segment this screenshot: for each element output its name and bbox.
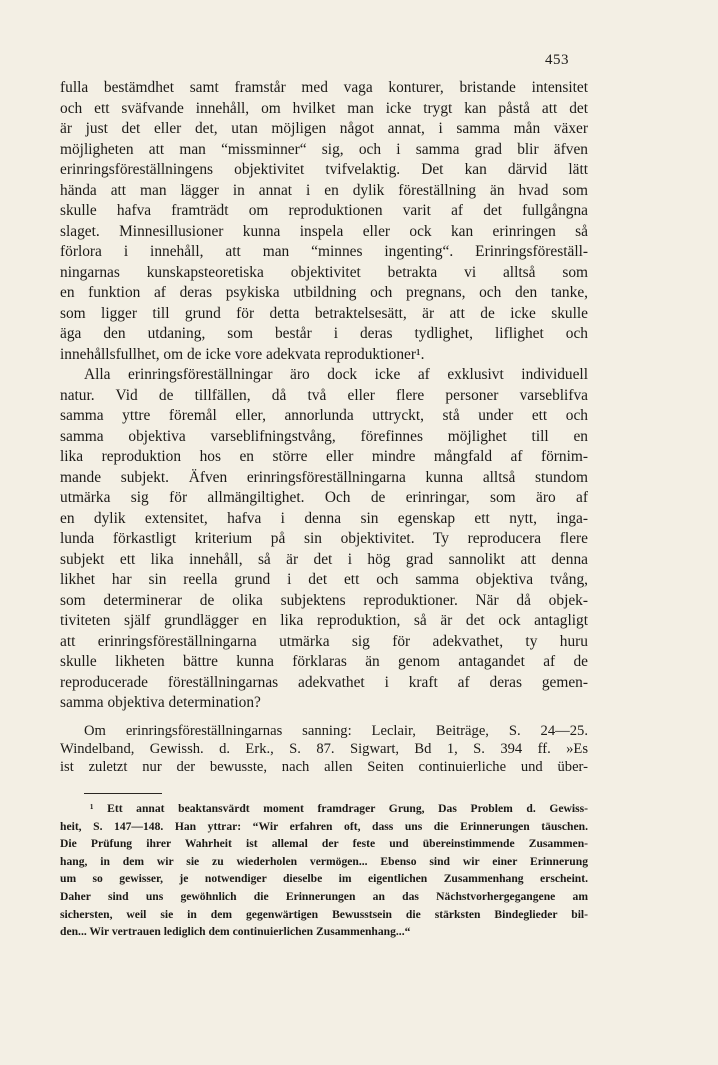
text-line: ningarnas kunskapsteoretiska objektivitet betrakta vi alltså som [60, 263, 588, 281]
note-line: ist zuletzt nur der bewusste, nach allen Seiten continuierliche und über- [60, 759, 588, 775]
page-number: 453 [545, 52, 569, 68]
note-line: Windelband, Gewissh. d. Erk., S. 87. Sigwart, Bd 1, S. 394 ff. »Es [60, 741, 588, 757]
text-line: fulla bestämdhet samt framstår med vaga konturer, bristande intensitet [60, 79, 588, 96]
text-line: äga den utdaning, som består i deras tydlighet, liflighet och [60, 325, 588, 342]
text-line: lika reproduktion hos en större eller mindre mångfald af förnim- [60, 448, 588, 465]
text-line: en dylik extensitet, hafva i denna sin egenskap ett nytt, inga- [60, 509, 588, 527]
text-line: skulle hafva framträdt om reproduktionen varit af det fullgångna [60, 202, 588, 219]
text-line: slaget. Minnesillusioner kunna inspela eller ock kan erinringen så [60, 222, 588, 240]
text-line: subjekt ett lika innehåll, så är det i hög grad sannolikt att denna [60, 550, 588, 568]
text-line: samma yttre föremål eller, annorlunda uttryckt, stå under ett och [60, 407, 588, 424]
text-line: tiviteten själf grundlägger en lika reproduktion, så är det ock antagligt [60, 612, 588, 629]
text-line: erinringsföreställningens objektivitet tvifvelaktig. Det kan därvid lätt [60, 161, 588, 178]
footnote-line: hang, in dem wir sie zu wiederholen vermögen... Ebenso sind wir einer Erinnerung [60, 854, 588, 868]
text-line: möjligheten att man “missminner“ sig, och i samma grad blir äfven [60, 140, 588, 158]
footnote-line: Die Prüfung ihrer Wahrheit ist allemal der feste und übereinstimmende Zusammen- [60, 837, 588, 851]
footnote-line: Daher sind uns gewöhnlich die Erinnerungen an das Nächstvorhergegangene am [60, 889, 588, 903]
text-line: som ligger till grund för detta betraktelsesätt, är att de icke skulle [60, 304, 588, 322]
text-line: och ett sväfvande innehåll, om hvilket man icke trygt kan påstå att det [60, 99, 588, 117]
text-line: skulle likheten bättre kunna förklaras än genom antagandet af de [60, 653, 588, 670]
text-line: samma objektiva varseblifningstvång, förefinnes möjlighet till en [60, 427, 588, 445]
reference-note [60, 722, 588, 776]
text-line: är just det eller det, utan möjligen något annat, i samma mån växer [60, 120, 588, 137]
text-line: att erinringsföreställningarna utmärka sig för adekvathet, ty huru [60, 632, 588, 650]
footnote-line: heit, S. 147—148. Han yttrar: “Wir erfahren oft, dass uns die Erinnerungen täuschen. [60, 819, 588, 833]
text-line: reproducerade föreställningarnas adekvathet i kraft af deras gemen- [60, 673, 588, 691]
footnote-line: sichersten, weil sie in dem gegenwärtigen Bewusstsein die stärksten Bindeglieder bil- [60, 907, 588, 921]
text-line: lunda förkastligt kriterium på sin objektivitet. Ty reproducera flere [60, 530, 588, 547]
text-line: som determinerar de olika subjektens reproduktioner. När då objek- [60, 591, 588, 609]
text-line: hända att man lägger in annat i en dylik föreställning än hvad som [60, 181, 588, 199]
text-line: utmärka sig för allmängiltighet. Och de erinringar, som äro af [60, 489, 588, 506]
text-line: Alla erinringsföreställningar äro dock icke af exklusivt individuell [84, 366, 588, 383]
footnote-divider [84, 793, 162, 794]
footnotes [60, 800, 588, 941]
text-line: en funktion af deras psykiska utbildning och pregnans, och den tanke, [60, 284, 588, 301]
body-text [60, 78, 588, 714]
text-line: samma objektiva determination? [60, 694, 261, 711]
text-line: likhet har sin reella grund i det ett och samma objektiva tvång, [60, 571, 588, 588]
footnote-line: um so gewisser, je notwendiger dieselbe im eigentlichen Zusammenhang erscheint. [60, 872, 588, 886]
text-line: förlora i innehåll, att man “minnes ingenting“. Erinringsföreställ- [60, 243, 588, 260]
text-line: mande subjekt. Äfven erinringsföreställningarna kunna alltså stundom [60, 468, 588, 486]
note-line: Om erinringsföreställningarnas sanning: Leclair, Beiträge, S. 24—25. [84, 723, 588, 739]
footnote-line: den... Wir vertrauen lediglich dem continuierlichen Zusammenhang...“ [60, 925, 411, 939]
footnote-line: ¹ Ett annat beaktansvärdt moment framdrager Grung, Das Problem d. Gewiss- [90, 802, 588, 815]
text-line: innehållsfullhet, om de icke vore adekvata reproduktioner¹. [60, 345, 425, 363]
text-line: natur. Vid de tillfällen, då två eller flere personer varseblifva [60, 386, 588, 404]
